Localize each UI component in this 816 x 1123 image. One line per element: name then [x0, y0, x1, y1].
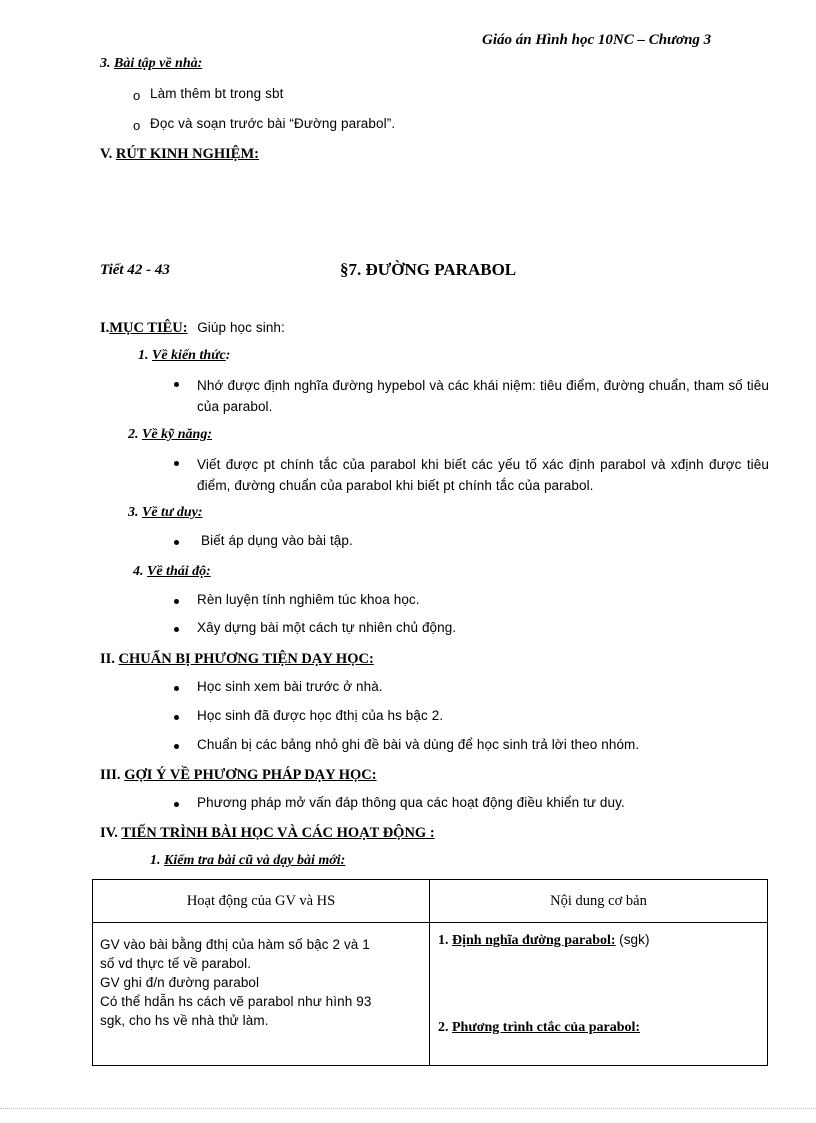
bullet-icon [174, 627, 179, 632]
equation-item [438, 1020, 640, 1036]
definition-number: 1. [438, 933, 449, 948]
activity-line: GV vào bài bằng đthị của hàm số bậc 2 và 1 [100, 937, 370, 952]
header-activities: Hoạt động của GV và HS [186, 892, 336, 909]
bullet-icon [174, 802, 179, 807]
definition-item [438, 932, 650, 949]
bullet-icon [174, 715, 179, 720]
objectives-title: MỤC TIÊU: [109, 320, 188, 336]
preparation-item: Chuẩn bị các bảng nhỏ ghi đề bài và dùng để học sinh trả lời theo nhóm. [197, 737, 640, 752]
bullet-icon [174, 744, 179, 749]
activity-line: số vd thực tế về parabol. [100, 956, 252, 971]
attitude-item: Xây dựng bài một cách tự nhiên chủ động. [197, 620, 457, 635]
activity-line: Có thể hdẫn hs cách vẽ parabol như hình 93 [100, 994, 372, 1009]
hollow-bullet-icon: o [133, 118, 141, 133]
table-header-cell [430, 880, 768, 923]
homework-item: Đọc và soạn trước bài “Đường parabol”. [150, 116, 396, 131]
bullet-icon [174, 599, 179, 604]
preparation-heading [100, 651, 374, 668]
activities-cell [93, 923, 430, 1066]
homework-item: Làm thêm bt trong sbt [150, 86, 284, 101]
knowledge-title: Về kiến thức [152, 348, 226, 363]
homework-number: 3. [100, 56, 111, 71]
process-sub-number: 1. [150, 853, 161, 868]
objectives-heading [100, 320, 285, 337]
homework-title: Bài tập về nhà: [114, 56, 203, 71]
experience-title: RÚT KINH NGHIỆM: [115, 146, 259, 162]
knowledge-colon: : [225, 348, 231, 363]
definition-note: (sgk) [619, 932, 650, 947]
lesson-activity-table [92, 879, 768, 1066]
header-content: Nội dung cơ bản [550, 892, 647, 909]
hollow-bullet-icon: o [133, 88, 141, 103]
methods-heading [100, 767, 377, 784]
attitude-number: 4. [133, 564, 144, 579]
bullet-icon [174, 382, 179, 387]
equation-title: Phương trình ctắc của parabol: [452, 1020, 641, 1035]
thinking-item: Biết áp dụng vào bài tập. [201, 533, 353, 548]
lesson-title: §7. ĐƯỜNG PARABOL [340, 260, 517, 279]
experience-number: V. [100, 146, 113, 162]
table-header-row [93, 880, 768, 923]
methods-number: III. [100, 767, 121, 783]
skills-number: 2. [128, 427, 139, 442]
table-header-cell [93, 880, 430, 923]
attitude-title: Về thái độ: [147, 564, 211, 579]
lesson-period: Tiết 42 - 43 [100, 262, 170, 278]
content-cell [430, 923, 768, 1066]
skills-title: Về kỹ năng: [142, 427, 212, 442]
skills-heading [128, 427, 212, 443]
homework-heading [100, 56, 202, 72]
thinking-number: 3. [128, 505, 139, 520]
bullet-icon [174, 686, 179, 691]
process-number: IV. [100, 825, 118, 841]
methods-item: Phương pháp mở vấn đáp thông qua các hoạt động điều khiển tư duy. [197, 795, 625, 810]
activity-line: sgk, cho hs về nhà thử làm. [100, 1013, 269, 1028]
preparation-item: Học sinh xem bài trước ở nhà. [197, 679, 383, 694]
thinking-title: Về tư duy: [142, 505, 203, 520]
skills-item: Viết được pt chính tắc của parabol khi biết các yếu tố xác định parabol và xđịnh được tiêu điểm, đường chuẩn của parabol khi biết pt chính tắc của parabol. [197, 457, 769, 493]
definition-title: Định nghĩa đường parabol: [452, 933, 616, 948]
preparation-item: Học sinh đã được học đthị của hs bậc 2. [197, 708, 444, 723]
preparation-number: II. [100, 651, 115, 667]
bullet-icon [174, 540, 179, 545]
knowledge-number: 1. [138, 348, 149, 363]
activity-line: GV ghi đ/n đường parabol [100, 975, 260, 990]
process-heading [100, 825, 435, 842]
process-subheading [150, 853, 345, 869]
attitude-item: Rèn luyện tính nghiêm túc khoa học. [197, 592, 420, 607]
page-divider [0, 1108, 816, 1109]
process-sub-title: Kiểm tra bài cũ và dạy bài mới: [164, 853, 346, 868]
bullet-icon [174, 461, 179, 466]
objectives-number: I. [100, 320, 110, 336]
methods-title: GỢI Ý VỀ PHƯƠNG PHÁP DẠY HỌC: [124, 767, 377, 783]
knowledge-heading [138, 348, 230, 364]
objectives-intro: Giúp học sinh: [197, 320, 285, 335]
equation-number: 2. [438, 1020, 449, 1035]
process-title: TIẾN TRÌNH BÀI HỌC VÀ CÁC HOẠT ĐỘNG : [121, 825, 435, 841]
table-row [93, 923, 768, 1066]
thinking-heading [128, 505, 203, 521]
experience-heading [100, 146, 259, 163]
knowledge-item: Nhớ được định nghĩa đường hypebol và các khái niệm: tiêu điểm, đường chuẩn, tham số tiêu của parabol. [197, 378, 769, 414]
attitude-heading [133, 564, 211, 580]
preparation-title: CHUẨN BỊ PHƯƠNG TIỆN DẠY HỌC: [118, 651, 374, 667]
document-header-title: Giáo án Hình học 10NC – Chương 3 [482, 32, 712, 48]
